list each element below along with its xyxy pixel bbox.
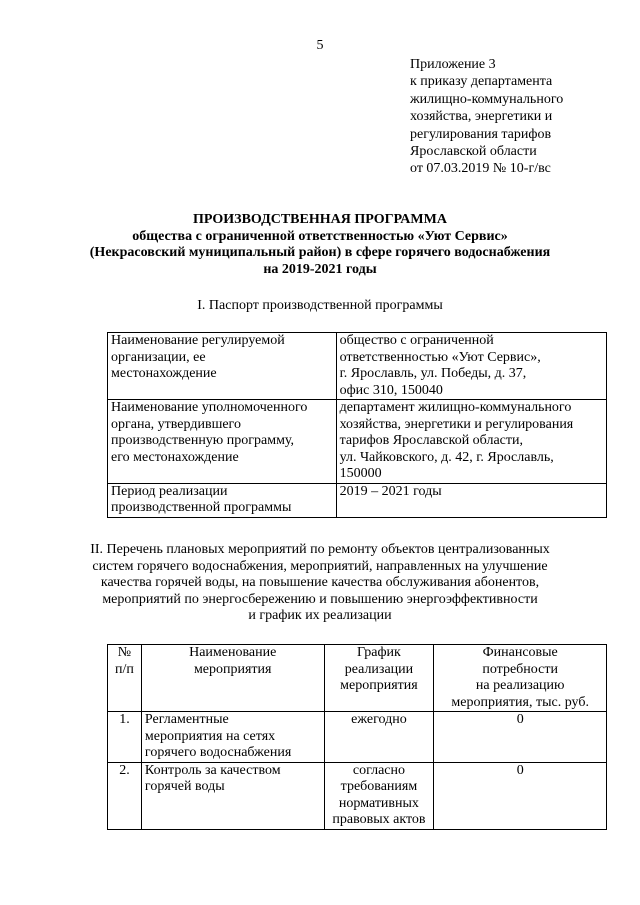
- cell-text: Наименование регулируемой: [111, 333, 285, 348]
- appendix-line: хозяйства, энергетики и: [410, 109, 553, 125]
- cell-text: Период реализации: [111, 483, 228, 499]
- cell-text: №: [117, 645, 132, 660]
- cell-text: организации, ее: [111, 349, 206, 365]
- cell-text: мероприятия, тыс. руб.: [451, 694, 589, 710]
- measure-finance: 0: [434, 712, 607, 763]
- table-row: [108, 712, 607, 763]
- measure-name: [141, 762, 324, 829]
- measure-schedule: [324, 762, 434, 829]
- cell-text: ул. Чайковского, д. 42, г. Ярославль,: [339, 449, 554, 465]
- cell-text: 150000: [339, 466, 382, 481]
- appendix-line: от 07.03.2019 № 10-г/вс: [410, 161, 551, 177]
- cell-text: Контроль за качеством: [144, 762, 281, 778]
- heading-line: II. Перечень плановых мероприятий по ремонту объектов централизованных: [90, 542, 550, 557]
- cell-text: тарифов Ярославской области,: [339, 433, 523, 448]
- cell-text: Финансовые: [482, 645, 558, 660]
- cell-text: мероприятия: [193, 661, 272, 677]
- table-row: [108, 333, 607, 400]
- measure-schedule: [324, 712, 434, 763]
- appendix-line: регулирования тарифов: [410, 126, 552, 142]
- cell-text: требованиям: [340, 779, 418, 794]
- cell-text: потребности: [482, 661, 558, 677]
- cell-text: ответственностью «Уют Сервис»,: [339, 349, 541, 365]
- cell-text: хозяйства, энергетики и регулирования: [339, 416, 574, 432]
- passport-label-cell: [108, 483, 337, 517]
- cell-text: Наименование уполномоченного: [111, 400, 308, 415]
- cell-text: горячей воды: [144, 779, 225, 794]
- header-cell-finance: [434, 645, 607, 712]
- cell-text: мероприятия на сетях: [144, 728, 276, 744]
- passport-value-cell: [336, 400, 606, 484]
- cell-text: п/п: [115, 661, 134, 677]
- appendix-note: [410, 56, 630, 178]
- cell-text: 2019 – 2021 годы: [339, 483, 442, 499]
- measures-table: [107, 644, 607, 830]
- document-title: [0, 212, 640, 278]
- cell-text: на реализацию: [475, 678, 565, 693]
- cell-text: согласно: [352, 762, 406, 778]
- passport-label-cell: [108, 400, 337, 484]
- passport-value-cell: [336, 483, 606, 517]
- heading-line: качества горячей воды, на повышение качества обслуживания абонентов,: [100, 575, 540, 590]
- appendix-line: Ярославской области: [410, 144, 537, 160]
- table-row: [108, 762, 607, 829]
- cell-text: График: [357, 645, 401, 660]
- table-row: [108, 400, 607, 484]
- section2-heading: [0, 542, 640, 625]
- title-line: ПРОИЗВОДСТВЕННАЯ ПРОГРАММА: [193, 212, 447, 227]
- measure-name: [141, 712, 324, 763]
- row-number: 1.: [108, 712, 142, 763]
- heading-line: мероприятий по энергосбережению и повышению энергоэффективности: [102, 591, 538, 607]
- table-row: [108, 483, 607, 517]
- row-number: 2.: [108, 762, 142, 829]
- cell-text: органа, утвердившего: [111, 416, 241, 432]
- cell-text: горячего водоснабжения: [144, 745, 292, 760]
- measure-finance: 0: [434, 762, 607, 829]
- passport-table: [107, 332, 607, 518]
- cell-text: г. Ярославль, ул. Победы, д. 37,: [339, 366, 527, 381]
- page-number: 5: [316, 38, 324, 53]
- table-header-row: [108, 645, 607, 712]
- cell-text: производственной программы: [111, 500, 292, 515]
- passport-label-cell: [108, 333, 337, 400]
- passport-value-cell: [336, 333, 606, 400]
- title-line: на 2019-2021 годы: [263, 261, 377, 277]
- cell-text: нормативных: [338, 795, 419, 811]
- cell-text: департамент жилищно-коммунального: [339, 400, 572, 415]
- section1-heading: I. Паспорт производственной программы: [197, 298, 443, 313]
- cell-text: местонахождение: [111, 366, 217, 381]
- header-cell-schedule: [324, 645, 434, 712]
- appendix-line: жилищно-коммунального: [410, 91, 564, 107]
- cell-text: его местонахождение: [111, 449, 239, 465]
- cell-text: реализации: [344, 661, 414, 677]
- heading-line: систем горячего водоснабжения, мероприятий, направленных на улучшение: [92, 558, 548, 574]
- cell-text: Наименование: [189, 645, 277, 660]
- cell-text: правовых актов: [332, 812, 426, 827]
- cell-text: общество с ограниченной: [339, 333, 494, 348]
- appendix-line: к приказу департамента: [410, 74, 553, 90]
- cell-text: офис 310, 150040: [339, 382, 443, 398]
- header-cell-number: [108, 645, 142, 712]
- cell-text: ежегодно: [351, 712, 407, 727]
- cell-text: Регламентные: [144, 712, 229, 727]
- cell-text: мероприятия: [340, 678, 418, 693]
- header-cell-name: [141, 645, 324, 712]
- heading-line: и график их реализации: [248, 608, 392, 623]
- cell-text: производственную программу,: [111, 433, 295, 448]
- appendix-line: Приложение 3: [410, 57, 496, 72]
- title-line: (Некрасовский муниципальный район) в сфере горячего водоснабжения: [89, 245, 551, 260]
- title-line: общества с ограниченной ответственностью «Уют Сервис»: [132, 228, 508, 244]
